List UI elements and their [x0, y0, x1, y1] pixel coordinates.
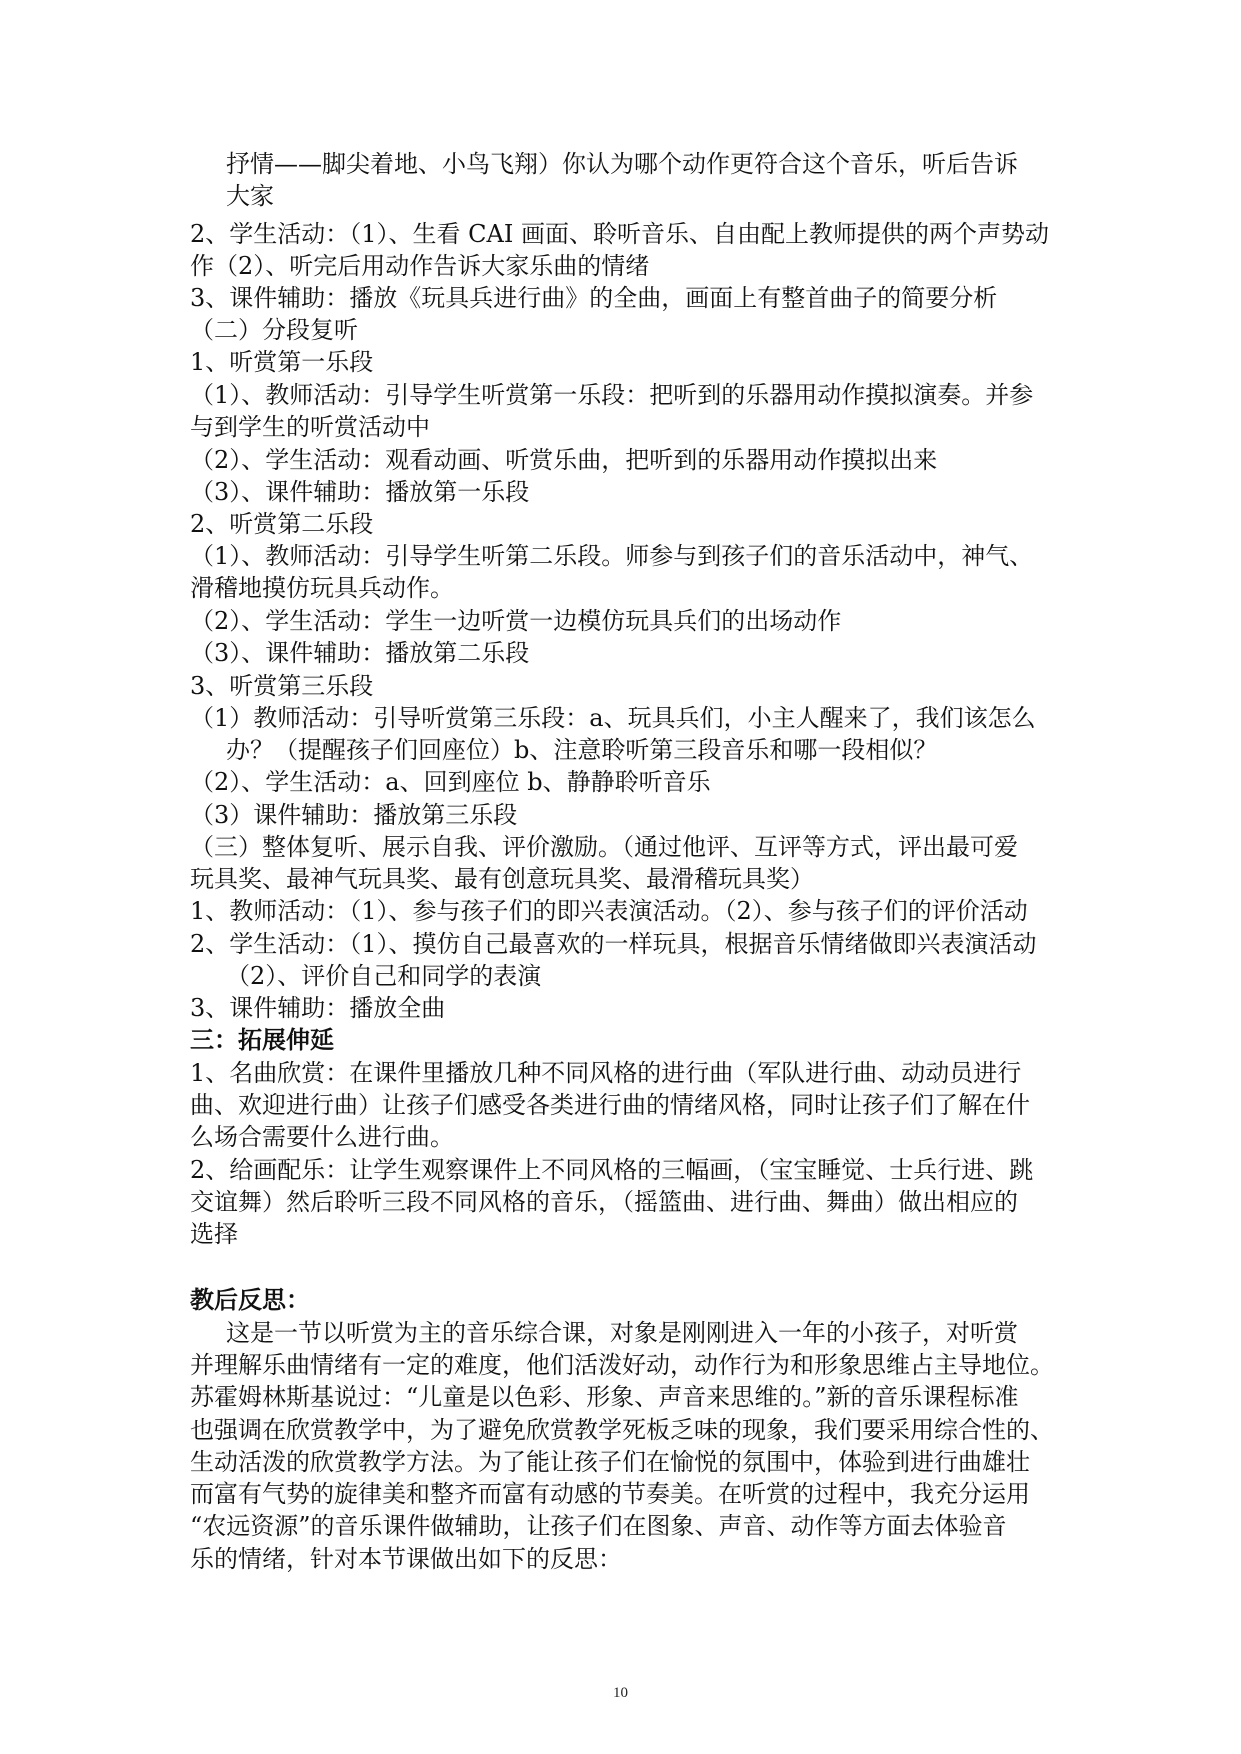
text-line: 2、听赏第二乐段 — [190, 510, 374, 538]
text-line: 2、学生活动：（1）、生看 CAI 画面、聆听音乐、自由配上教师提供的两个声势动 — [190, 220, 1049, 248]
text-line: （3）、课件辅助：播放第二乐段 — [190, 639, 530, 667]
text-line: 1、教师活动：（1）、参与孩子们的即兴表演活动。（2）、参与孩子们的评价活动 — [190, 897, 1028, 925]
text-line: 3、课件辅助：播放《玩具兵进行曲》的全曲，画面上有整首曲子的简要分析 — [190, 284, 998, 312]
section-heading: （三）整体复听、展示自我、评价激励。（通过他评、互评等方式，评出最可爱 — [190, 833, 1018, 861]
text-line: 办？（提醒孩子们回座位）b、注意聆听第三段音乐和哪一段相似？ — [226, 736, 938, 764]
section-heading-bold: 教后反思： — [190, 1285, 310, 1314]
text-line: （2）、学生活动：a、回到座位 b、静静聆听音乐 — [190, 768, 711, 796]
text-line: （1）、教师活动：引导学生听第二乐段。师参与到孩子们的音乐活动中，神气、 — [190, 542, 1034, 570]
text-line: 玩具奖、最神气玩具奖、最有创意玩具奖、最滑稽玩具奖） — [190, 865, 814, 893]
text-line: （2）、学生活动：观看动画、听赏乐曲，把听到的乐器用动作摸拟出来 — [190, 446, 938, 474]
text-line: 作（2）、听完后用动作告诉大家乐曲的情绪 — [190, 252, 650, 280]
text-line: 生动活泼的欣赏教学方法。为了能让孩子们在愉悦的氛围中，体验到进行曲雄壮 — [190, 1448, 1030, 1476]
text-line: 这是一节以听赏为主的音乐综合课，对象是刚刚进入一年的小孩子，对听赏 — [226, 1319, 1018, 1347]
text-line: 么场合需要什么进行曲。 — [190, 1123, 454, 1151]
text-line: （3）、课件辅助：播放第一乐段 — [190, 478, 530, 506]
text-line: （1）、教师活动：引导学生听赏第一乐段：把听到的乐器用动作摸拟演奏。并参 — [190, 381, 1034, 409]
text-line: （1）教师活动：引导听赏第三乐段：a、玩具兵们，小主人醒来了，我们该怎么 — [190, 704, 1036, 732]
text-line: 乐的情绪，针对本节课做出如下的反思： — [190, 1545, 622, 1573]
text-line: 3、课件辅助：播放全曲 — [190, 994, 446, 1022]
text-line: 也强调在欣赏教学中，为了避免欣赏教学死板乏味的现象，我们要采用综合性的、 — [190, 1416, 1054, 1444]
page-number: 10 — [613, 1685, 628, 1701]
text-line: 滑稽地摸仿玩具兵动作。 — [190, 574, 454, 602]
text-line: 交谊舞）然后聆听三段不同风格的音乐，（摇篮曲、进行曲、舞曲）做出相应的 — [190, 1188, 1018, 1216]
text-line: 1、名曲欣赏：在课件里播放几种不同风格的进行曲（军队进行曲、动动员进行 — [190, 1059, 1022, 1087]
text-line: （3）课件辅助：播放第三乐段 — [190, 801, 518, 829]
text-line: （2）、学生活动：学生一边听赏一边模仿玩具兵们的出场动作 — [190, 607, 842, 635]
text-line: 3、听赏第三乐段 — [190, 672, 374, 700]
text-line: 曲、欢迎进行曲）让孩子们感受各类进行曲的情绪风格，同时让孩子们了解在什 — [190, 1091, 1030, 1119]
text-line: 1、听赏第一乐段 — [190, 348, 374, 376]
text-line: 大家 — [226, 182, 274, 210]
section-heading: （二）分段复听 — [190, 316, 358, 344]
text-line: 与到学生的听赏活动中 — [190, 413, 430, 441]
text-line: 选择 — [190, 1220, 238, 1248]
text-line: （2）、评价自己和同学的表演 — [226, 962, 542, 990]
text-line: 并理解乐曲情绪有一定的难度，他们活泼好动，动作行为和形象思维占主导地位。 — [190, 1351, 1054, 1379]
text-line: 而富有气势的旋律美和整齐而富有动感的节奏美。在听赏的过程中，我充分运用 — [190, 1480, 1030, 1508]
text-line: 苏霍姆林斯基说过：“儿童是以色彩、形象、声音来思维的。”新的音乐课程标准 — [190, 1383, 1019, 1411]
text-line: 2、给画配乐：让学生观察课件上不同风格的三幅画，（宝宝睡觉、士兵行进、跳 — [190, 1156, 1034, 1184]
text-line: 2、学生活动：（1）、摸仿自己最喜欢的一样玩具，根据音乐情绪做即兴表演活动 — [190, 930, 1037, 958]
section-heading-bold: 三：拓展伸延 — [190, 1025, 334, 1054]
text-line: “农远资源”的音乐课件做辅助，让孩子们在图象、声音、动作等方面去体验音 — [190, 1512, 1007, 1540]
text-line: 抒情——脚尖着地、小鸟飞翔）你认为哪个动作更符合这个音乐，听后告诉 — [226, 150, 1018, 178]
